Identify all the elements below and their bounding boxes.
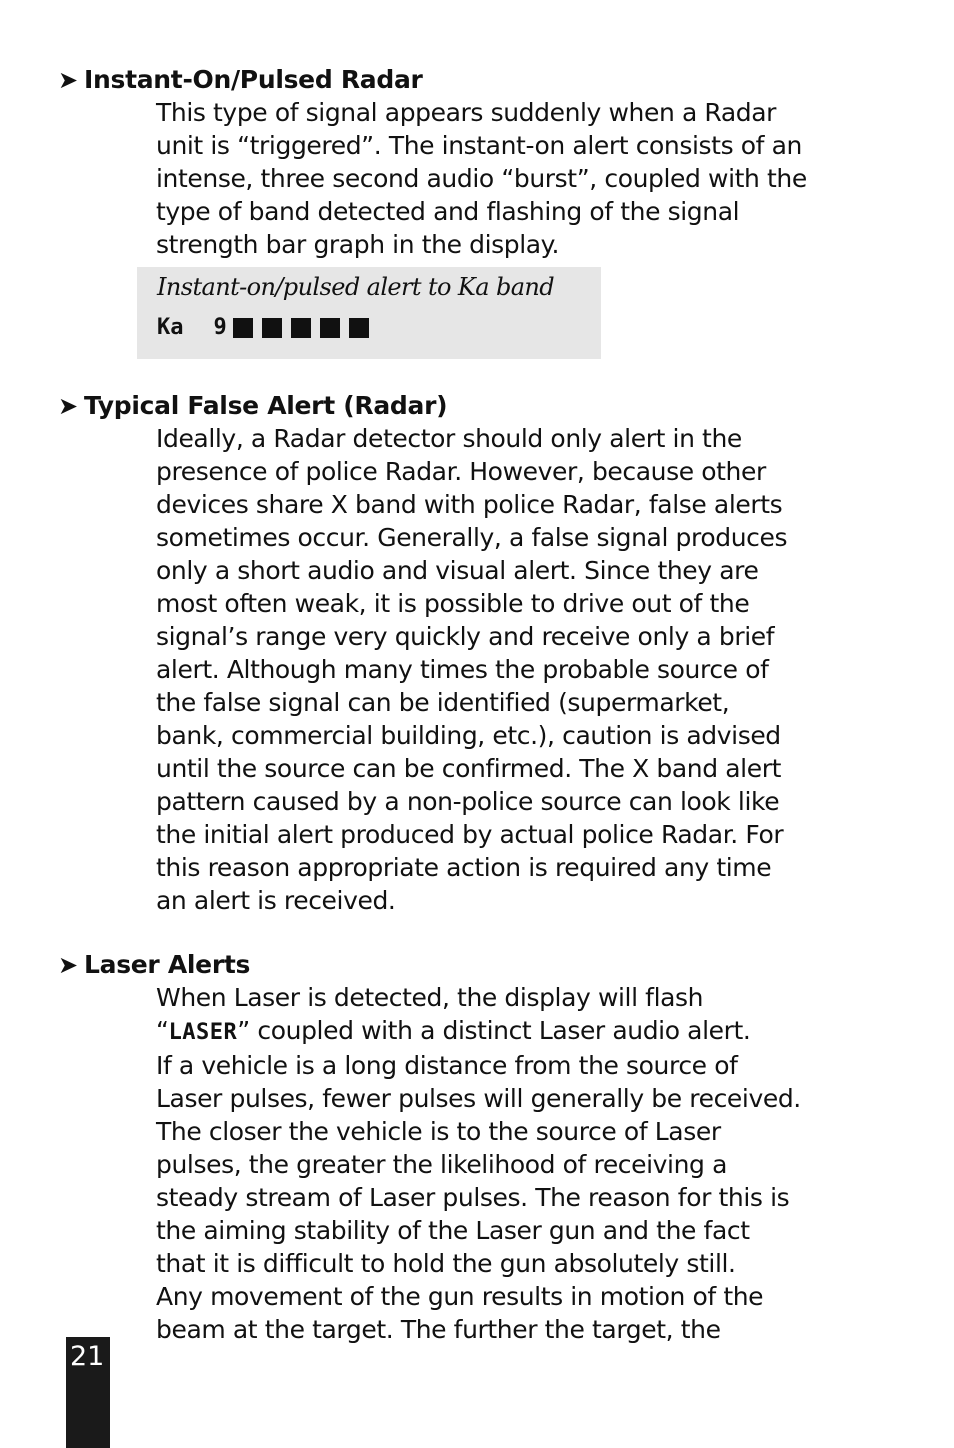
body-line-with-lcd <box>156 1014 906 1049</box>
body-line: bank, commercial building, etc.), caution is advised <box>156 721 781 750</box>
section-heading <box>58 948 250 982</box>
page-number-tab <box>66 1337 110 1448</box>
lcd-strength-digit: 9 <box>213 315 227 340</box>
body-line: presence of police Radar. However, because other <box>156 457 766 486</box>
body-line: beam at the target. The further the target, the <box>156 1315 721 1344</box>
body-line: this reason appropriate action is required any time <box>156 853 772 882</box>
lcd-band-label: Ka <box>157 315 184 340</box>
heading-text: Instant-On/Pulsed Radar <box>84 65 423 94</box>
body-line: most often weak, it is possible to drive out of the <box>156 589 750 618</box>
lcd-display <box>157 313 378 343</box>
arrow-bullet-icon: ➤ <box>58 392 78 420</box>
arrow-bullet-icon: ➤ <box>58 951 78 979</box>
body-line: only a short audio and visual alert. Since they are <box>156 556 759 585</box>
section-heading <box>58 389 447 423</box>
body-line: until the source can be confirmed. The X band alert <box>156 754 781 783</box>
line-rest: ” coupled with a distinct Laser audio alert. <box>237 1016 751 1045</box>
body-line: the aiming stability of the Laser gun and the fact <box>156 1216 750 1245</box>
section-body <box>156 96 906 261</box>
open-quote: “ <box>156 1016 169 1045</box>
body-line: strength bar graph in the display. <box>156 230 560 259</box>
body-line: unit is “triggered”. The instant-on alert consists of an <box>156 131 802 160</box>
body-line: Ideally, a Radar detector should only alert in the <box>156 424 742 453</box>
signal-bar <box>262 318 282 338</box>
heading-text: Laser Alerts <box>84 950 251 979</box>
body-line: If a vehicle is a long distance from the source of <box>156 1051 738 1080</box>
body-line: pattern caused by a non-police source can look like <box>156 787 780 816</box>
body-line: This type of signal appears suddenly when a Radar <box>156 98 777 127</box>
body-line: signal’s range very quickly and receive only a brief <box>156 622 775 651</box>
lcd-laser-text: LASER <box>168 1020 238 1045</box>
signal-bar <box>349 318 369 338</box>
body-line: sometimes occur. Generally, a false signal produces <box>156 523 788 552</box>
page-number: 21 <box>70 1341 105 1372</box>
body-line: Any movement of the gun results in motion of the <box>156 1282 764 1311</box>
signal-bar <box>291 318 311 338</box>
body-line: that it is difficult to hold the gun absolutely still. <box>156 1249 736 1278</box>
body-line: intense, three second audio “burst”, coupled with the <box>156 164 807 193</box>
body-line: Laser pulses, fewer pulses will generally be received. <box>156 1084 801 1113</box>
body-line: steady stream of Laser pulses. The reason for this is <box>156 1183 790 1212</box>
body-line: When Laser is detected, the display will flash <box>156 983 704 1012</box>
arrow-bullet-icon: ➤ <box>58 66 78 94</box>
body-line: The closer the vehicle is to the source of Laser <box>156 1117 721 1146</box>
body-line: devices share X band with police Radar, false alerts <box>156 490 783 519</box>
signal-bar <box>320 318 340 338</box>
signal-strength-bar-graph <box>233 315 378 340</box>
section-body <box>156 422 906 917</box>
section-body <box>156 981 906 1346</box>
section-heading <box>58 63 423 97</box>
body-line: the initial alert produced by actual police Radar. For <box>156 820 784 849</box>
body-line: pulses, the greater the likelihood of receiving a <box>156 1150 727 1179</box>
signal-bar <box>233 318 253 338</box>
body-line: an alert is received. <box>156 886 396 915</box>
body-line: the false signal can be identified (supermarket, <box>156 688 730 717</box>
body-line: alert. Although many times the probable source of <box>156 655 769 684</box>
display-caption: Instant-on/pulsed alert to Ka band <box>157 273 555 301</box>
body-line: type of band detected and flashing of the signal <box>156 197 740 226</box>
heading-text: Typical False Alert (Radar) <box>84 391 448 420</box>
display-example-box <box>137 267 601 359</box>
